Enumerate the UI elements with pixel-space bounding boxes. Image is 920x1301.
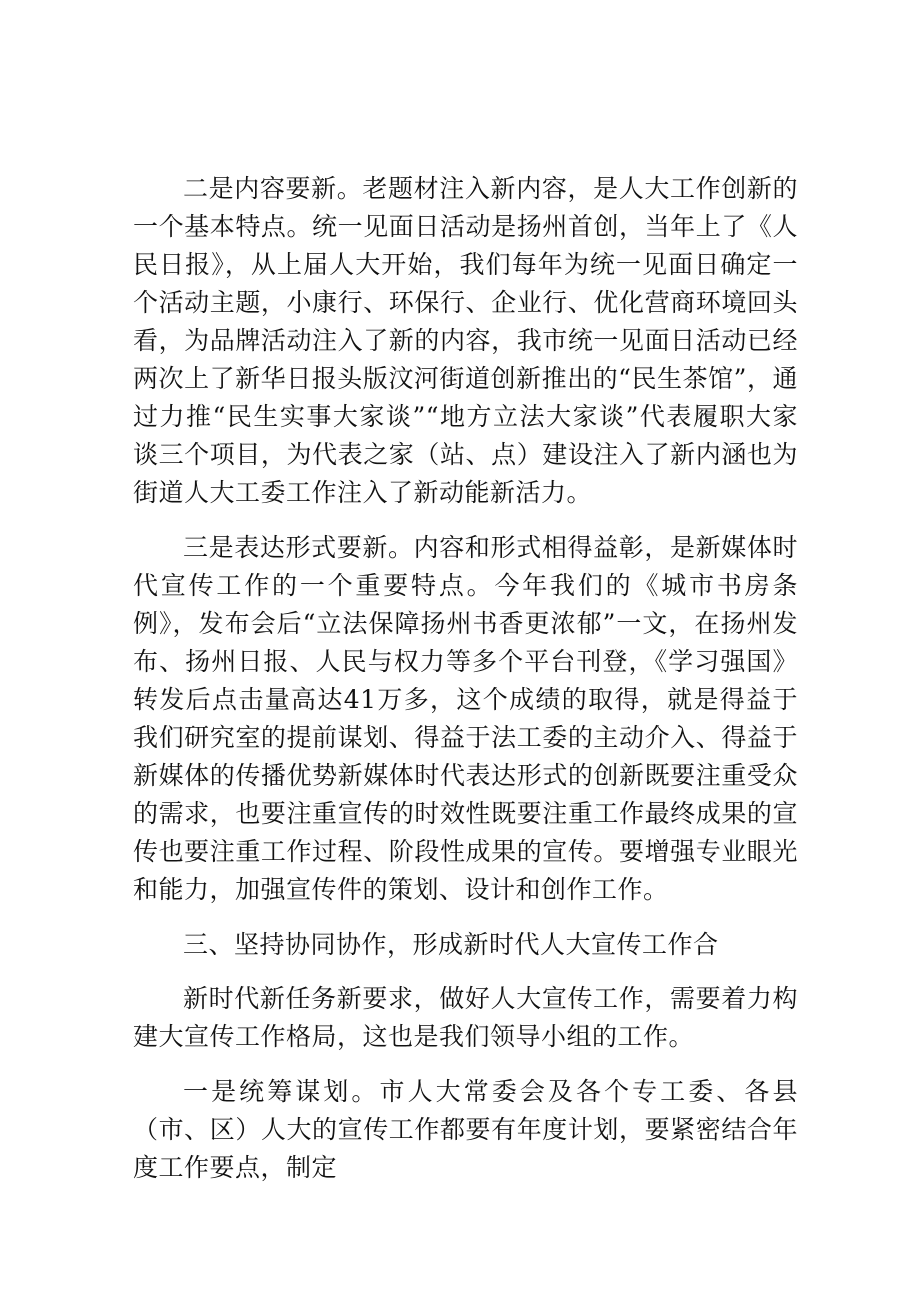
paragraph-content-innovation: 二是内容要新。老题材注入新内容，是人大工作创新的一个基本特点。统一见面日活动是扬州首创，当年上了《人民日报》，从上届人大开始，我们每年为统一见面日确定一个活动主题，小康行、环保行、企业行、优化营商环境回头看，为品牌活动注入了新的内容，我市统一见面日活动已经两次上了新华日报头版汶河街道创新推出的“民生茶馆”，通过力推“民生实事大家谈”“地方立法大家谈”代表履职大家谈三个项目，为代表之家（站、点）建设注入了新内涵也为街道人大工委工作注入了新动能新活力。 (133, 174, 798, 507)
paragraph-expression-innovation: 三是表达形式要新。内容和形式相得益彰，是新媒体时代宣传工作的一个重要特点。今年我们的《城市书房条例》，发布会后“立法保障扬州书香更浓郁”一文，在扬州发布、扬州日报、人民与权力等多个平台刊登，《学习强国》转发后点击量高达41万多，这个成绩的取得，就是得益于我们研究室的提前谋划、得益于法工委的主动介入、得益于新媒体的传播优势新媒体时代表达形式的创新既要注重受众的需求，也要注重宣传的时效性既要注重工作最终成果的宣传也要注重工作过程、阶段性成果的宣传。要增强专业眼光和能力，加强宣传件的策划、设计和创作工作。 (133, 533, 798, 904)
paragraph-overall-planning: 一是统筹谋划。市人大常委会及各个专工委、各县（市、区）人大的宣传工作都要有年度计划，要紧密结合年度工作要点，制定 (133, 1077, 798, 1182)
document-body (133, 170, 798, 1204)
paragraph-new-era-requirements: 新时代新任务新要求，做好人大宣传工作，需要着力构建大宣传工作格局，这也是我们领导小组的工作。 (133, 984, 798, 1051)
section-heading-coordination: 三、坚持协同协作，形成新时代人大宣传工作合 (183, 930, 719, 959)
